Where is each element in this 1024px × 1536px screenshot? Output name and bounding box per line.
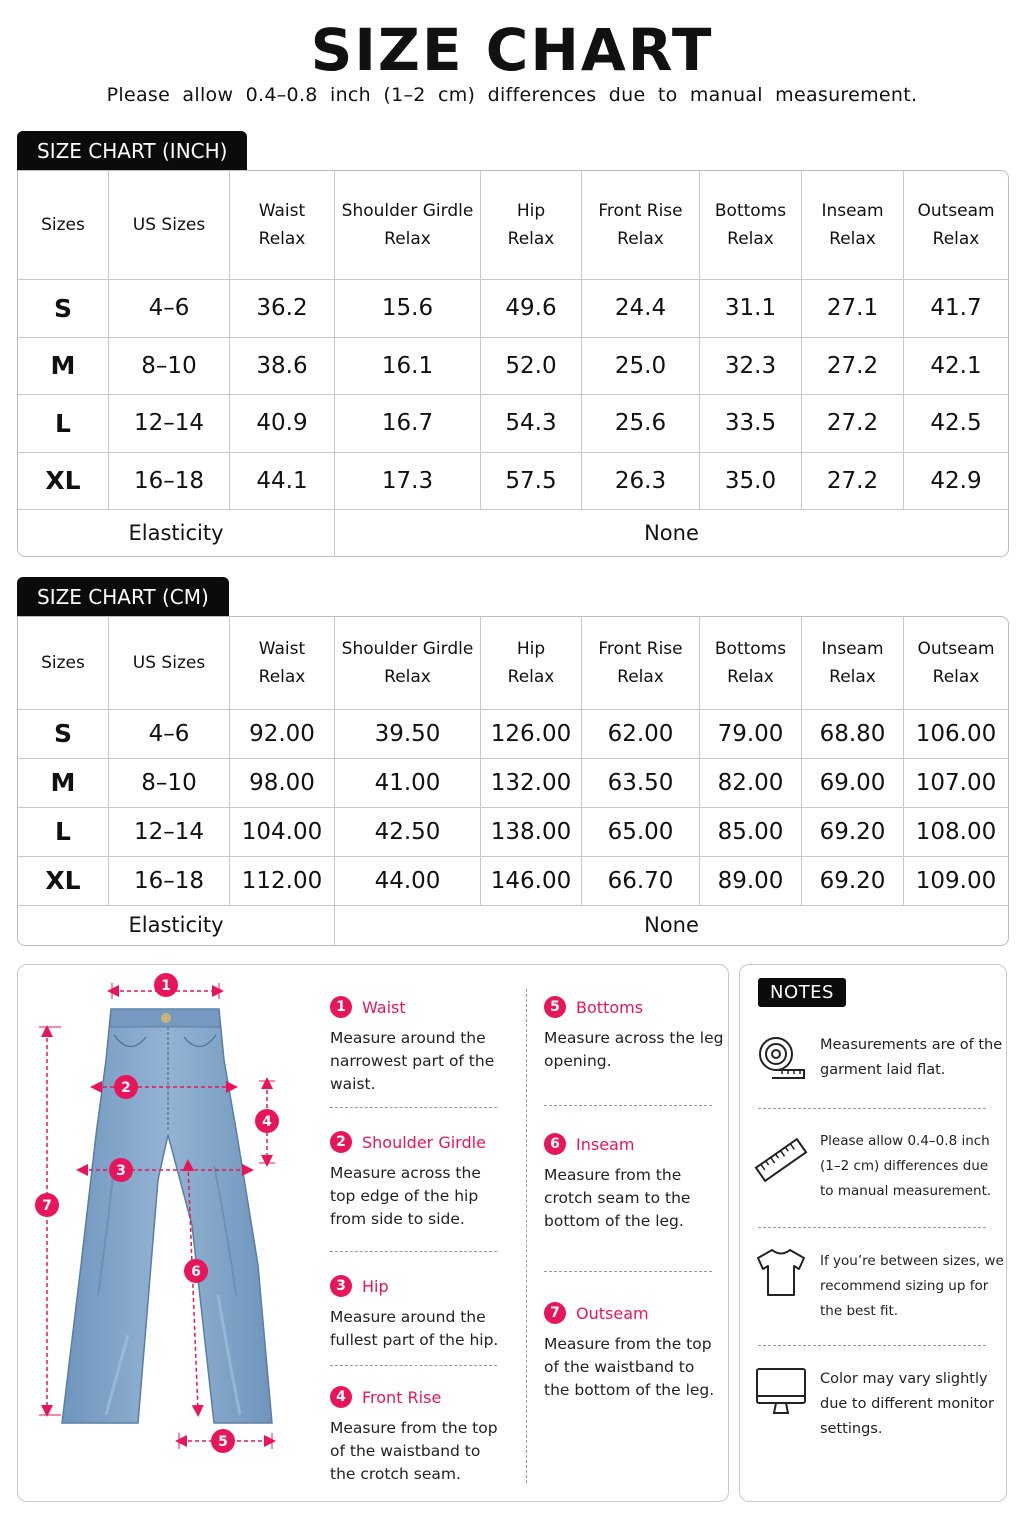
number-badge: 1: [330, 996, 352, 1018]
monitor-icon: [754, 1365, 808, 1419]
svg-text:5: 5: [218, 1434, 228, 1450]
column-header: US Sizes: [109, 171, 230, 280]
ruler-icon: [754, 1133, 808, 1187]
elasticity-value: None: [644, 913, 699, 938]
measure-item-bottoms: 5 Bottoms Measure across the leg opening.: [544, 997, 724, 1070]
value-cell: 49.6: [481, 280, 582, 337]
jeans-diagram: [18, 965, 318, 1501]
value-cell: 41.7: [904, 280, 1008, 337]
column-header: Shoulder Girdle Relax: [335, 617, 481, 710]
size-cell: XL: [18, 453, 109, 510]
tshirt-icon: [754, 1245, 808, 1299]
value-cell: 42.5: [904, 395, 1008, 452]
column-header: Inseam Relax: [802, 171, 904, 280]
value-cell: 57.5: [481, 453, 582, 510]
column-header: Waist Relax: [230, 617, 335, 710]
value-cell: 24.4: [582, 280, 700, 337]
value-cell: 44.00: [335, 857, 481, 906]
value-cell: 146.00: [481, 857, 582, 906]
table-row: [18, 710, 1008, 759]
svg-text:4: 4: [262, 1114, 272, 1130]
value-cell: 109.00: [904, 857, 1008, 906]
value-cell: 36.2: [230, 280, 335, 337]
value-cell: 69.20: [802, 857, 904, 906]
value-cell: 16.1: [335, 338, 481, 395]
marker-1: [154, 973, 178, 997]
elasticity-row: [18, 510, 1008, 556]
table-row: [18, 280, 1008, 337]
number-badge: 4: [330, 1386, 352, 1408]
column-header: Inseam Relax: [802, 617, 904, 710]
value-cell: 68.80: [802, 710, 904, 759]
value-cell: 8–10: [109, 759, 230, 808]
value-cell: 63.50: [582, 759, 700, 808]
size-cell: M: [18, 759, 109, 808]
value-cell: 112.00: [230, 857, 335, 906]
measure-item-hip: 3 Hip Measure around the fullest part of the hip.: [330, 1276, 499, 1349]
elasticity-label: Elasticity: [18, 906, 335, 945]
value-cell: 25.0: [582, 338, 700, 395]
marker-7: [35, 1193, 59, 1217]
value-cell: 42.50: [335, 808, 481, 857]
value-cell: 40.9: [230, 395, 335, 452]
table-row: [18, 759, 1008, 808]
tape-measure-icon: [754, 1029, 808, 1083]
value-cell: 12–14: [109, 808, 230, 857]
value-cell: 38.6: [230, 338, 335, 395]
value-cell: 138.00: [481, 808, 582, 857]
value-cell: 8–10: [109, 338, 230, 395]
value-cell: 62.00: [582, 710, 700, 759]
marker-3: [109, 1158, 133, 1182]
value-cell: 39.50: [335, 710, 481, 759]
value-cell: 32.3: [700, 338, 802, 395]
size-cell: XL: [18, 857, 109, 906]
value-cell: 27.2: [802, 453, 904, 510]
svg-text:7: 7: [42, 1198, 52, 1214]
value-cell: 85.00: [700, 808, 802, 857]
inch-table-tag: SIZE CHART (INCH): [17, 131, 247, 171]
measurement-guide-panel: [17, 964, 729, 1502]
svg-text:3: 3: [116, 1163, 126, 1179]
column-header: Bottoms Relax: [700, 617, 802, 710]
notes-title: NOTES: [758, 978, 846, 1007]
value-cell: 79.00: [700, 710, 802, 759]
value-cell: 16–18: [109, 857, 230, 906]
column-header: Front Rise Relax: [582, 617, 700, 710]
measure-item-waist: 1 Waist Measure around the narrowest part of the waist.: [330, 997, 495, 1093]
value-cell: 12–14: [109, 395, 230, 452]
value-cell: 42.1: [904, 338, 1008, 395]
value-cell: 54.3: [481, 395, 582, 452]
number-badge: 2: [330, 1131, 352, 1153]
value-cell: 107.00: [904, 759, 1008, 808]
value-cell: 98.00: [230, 759, 335, 808]
column-header: Outseam Relax: [904, 171, 1008, 280]
measure-item-shoulder-girdle: 2 Shoulder Girdle Measure across the top edge of the hip from side to side.: [330, 1132, 486, 1228]
marker-6: [184, 1259, 208, 1283]
number-badge: 6: [544, 1133, 566, 1155]
value-cell: 44.1: [230, 453, 335, 510]
elasticity-row: [18, 906, 1008, 945]
page-title: SIZE CHART: [310, 16, 714, 84]
value-cell: 27.2: [802, 395, 904, 452]
measure-item-inseam: 6 Inseam Measure from the crotch seam to the bottom of the leg.: [544, 1134, 691, 1230]
value-cell: 89.00: [700, 857, 802, 906]
value-cell: 41.00: [335, 759, 481, 808]
value-cell: 35.0: [700, 453, 802, 510]
value-cell: 66.70: [582, 857, 700, 906]
value-cell: 15.6: [335, 280, 481, 337]
column-header: Bottoms Relax: [700, 171, 802, 280]
note-color-vary: Color may vary slightly due to different monitor settings.: [820, 1371, 995, 1437]
size-cell: S: [18, 280, 109, 337]
value-cell: 52.0: [481, 338, 582, 395]
value-cell: 27.1: [802, 280, 904, 337]
table-row: [18, 808, 1008, 857]
table-row: [18, 857, 1008, 906]
column-header: Sizes: [18, 171, 109, 280]
value-cell: 42.9: [904, 453, 1008, 510]
inch-size-table: [17, 170, 1009, 557]
column-header: Sizes: [18, 617, 109, 710]
size-cell: L: [18, 808, 109, 857]
value-cell: 69.20: [802, 808, 904, 857]
marker-5: [211, 1429, 235, 1453]
value-cell: 17.3: [335, 453, 481, 510]
cm-size-table: [17, 616, 1009, 946]
value-cell: 33.5: [700, 395, 802, 452]
note-between-sizes: If you’re between sizes, we recommend sizing up for the best fit.: [820, 1253, 1004, 1319]
value-cell: 69.00: [802, 759, 904, 808]
value-cell: 4–6: [109, 710, 230, 759]
column-header: Hip Relax: [481, 617, 582, 710]
value-cell: 26.3: [582, 453, 700, 510]
note-allow-difference: Please allow 0.4–0.8 inch (1–2 cm) differences due to manual measurement.: [820, 1133, 992, 1199]
table-row: [18, 338, 1008, 395]
marker-2: [114, 1075, 138, 1099]
measure-item-front-rise: 4 Front Rise Measure from the top of the waistband to the crotch seam.: [330, 1387, 498, 1483]
jeans-shape: [62, 1009, 272, 1423]
number-badge: 7: [544, 1302, 566, 1324]
value-cell: 31.1: [700, 280, 802, 337]
value-cell: 106.00: [904, 710, 1008, 759]
svg-text:6: 6: [191, 1264, 201, 1280]
number-badge: 5: [544, 996, 566, 1018]
table-header-row: [18, 617, 1008, 710]
value-cell: 132.00: [481, 759, 582, 808]
value-cell: 16.7: [335, 395, 481, 452]
column-header: Front Rise Relax: [582, 171, 700, 280]
measure-item-outseam: 7 Outseam Measure from the top of the waistband to the bottom of the leg.: [544, 1303, 715, 1399]
column-header: US Sizes: [109, 617, 230, 710]
size-cell: S: [18, 710, 109, 759]
value-cell: 92.00: [230, 710, 335, 759]
svg-text:2: 2: [121, 1080, 131, 1096]
notes-panel: [739, 964, 1007, 1502]
value-cell: 82.00: [700, 759, 802, 808]
elasticity-label: Elasticity: [18, 510, 335, 556]
elasticity-value: None: [644, 520, 699, 545]
cm-table-tag: SIZE CHART (CM): [17, 577, 229, 617]
value-cell: 108.00: [904, 808, 1008, 857]
value-cell: 27.2: [802, 338, 904, 395]
number-badge: 3: [330, 1275, 352, 1297]
column-header: Outseam Relax: [904, 617, 1008, 710]
value-cell: 65.00: [582, 808, 700, 857]
size-cell: L: [18, 395, 109, 452]
size-cell: M: [18, 338, 109, 395]
value-cell: 25.6: [582, 395, 700, 452]
column-header: Waist Relax: [230, 171, 335, 280]
note-garment-flat: Measurements are of the garment laid flat.: [820, 1037, 1003, 1078]
table-row: [18, 453, 1008, 510]
table-row: [18, 395, 1008, 452]
value-cell: 4–6: [109, 280, 230, 337]
table-header-row: [18, 171, 1008, 280]
column-header: Shoulder Girdle Relax: [335, 171, 481, 280]
value-cell: 104.00: [230, 808, 335, 857]
value-cell: 16–18: [109, 453, 230, 510]
svg-text:1: 1: [161, 978, 171, 994]
value-cell: 126.00: [481, 710, 582, 759]
marker-4: [255, 1109, 279, 1133]
page-subtitle: Please allow 0.4–0.8 inch (1–2 cm) differences due to manual measurement.: [106, 84, 918, 106]
column-header: Hip Relax: [481, 171, 582, 280]
